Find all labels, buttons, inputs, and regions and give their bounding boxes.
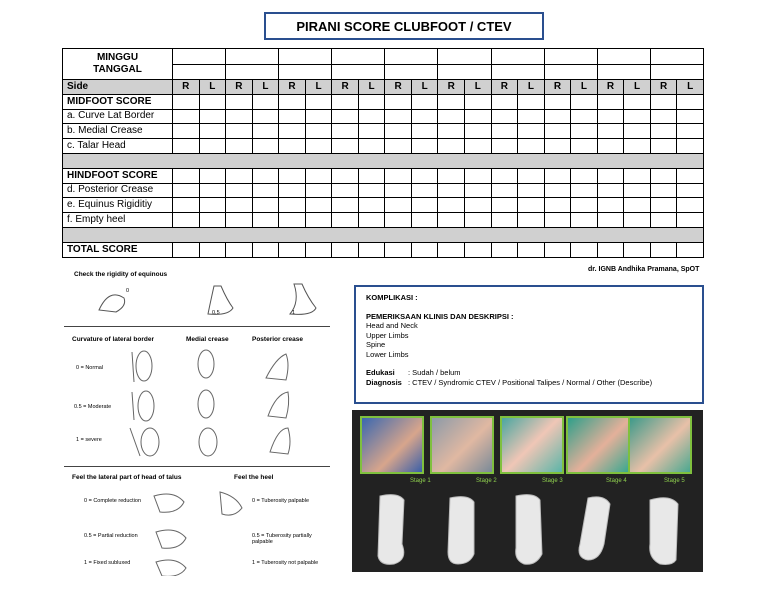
score-cell[interactable] bbox=[305, 183, 332, 198]
scale-moderate: 0.5 = Moderate bbox=[74, 404, 112, 410]
week-cell[interactable] bbox=[491, 49, 544, 65]
score-cell[interactable] bbox=[252, 168, 279, 183]
side-left: L bbox=[358, 80, 385, 95]
score-cell[interactable] bbox=[677, 213, 704, 228]
score-cell[interactable] bbox=[252, 213, 279, 228]
date-cell[interactable] bbox=[438, 64, 491, 80]
score-cell[interactable] bbox=[305, 242, 332, 257]
score-cell[interactable] bbox=[199, 198, 226, 213]
score-cell[interactable] bbox=[571, 183, 598, 198]
score-cell[interactable] bbox=[491, 94, 518, 109]
pemeriksaan-label: PEMERIKSAAN KLINIS DAN DESKRIPSI : bbox=[366, 311, 514, 321]
score-row bbox=[63, 183, 704, 198]
score-cell[interactable] bbox=[332, 124, 359, 139]
stage-4-label: Stage 4 bbox=[606, 478, 627, 484]
score-cell[interactable] bbox=[226, 94, 253, 109]
week-date-header: MINGGU TANGGAL bbox=[63, 49, 173, 80]
stage-3-photo bbox=[500, 416, 564, 474]
score-row bbox=[63, 124, 704, 139]
heel-title: Feel the heel bbox=[234, 474, 274, 481]
score-cell[interactable] bbox=[173, 213, 200, 228]
score-cell[interactable] bbox=[411, 183, 438, 198]
score-cell[interactable] bbox=[465, 109, 492, 124]
score-cell[interactable] bbox=[677, 242, 704, 257]
week-cell[interactable] bbox=[226, 49, 279, 65]
score-cell[interactable] bbox=[199, 94, 226, 109]
posterior-title: Posterior crease bbox=[252, 336, 303, 343]
score-cell[interactable] bbox=[279, 109, 306, 124]
score-cell[interactable] bbox=[358, 168, 385, 183]
score-cell[interactable] bbox=[597, 94, 624, 109]
score-cell[interactable] bbox=[305, 124, 332, 139]
scoring-guide-panel bbox=[64, 268, 330, 576]
item-upper-limbs: Upper Limbs bbox=[366, 330, 409, 340]
score-cell[interactable] bbox=[411, 242, 438, 257]
score-cell[interactable] bbox=[199, 242, 226, 257]
side-left: L bbox=[677, 80, 704, 95]
equinus-foot-0 bbox=[99, 295, 125, 312]
equinus-title: Check the rigidity of equinous bbox=[74, 271, 168, 278]
score-cell[interactable] bbox=[491, 242, 518, 257]
score-cell[interactable] bbox=[385, 213, 412, 228]
stage-2-photo bbox=[430, 416, 494, 474]
scale-normal: 0 = Normal bbox=[76, 365, 104, 371]
score-cell[interactable] bbox=[358, 139, 385, 154]
stage-2-label: Stage 2 bbox=[476, 478, 497, 484]
item-head-neck: Head and Neck bbox=[366, 321, 418, 330]
score-cell[interactable] bbox=[624, 213, 651, 228]
side-left: L bbox=[411, 80, 438, 95]
score-cell[interactable] bbox=[650, 124, 677, 139]
date-cell[interactable] bbox=[597, 64, 650, 80]
date-cell[interactable] bbox=[650, 64, 703, 80]
score-cell[interactable] bbox=[650, 109, 677, 124]
score-cell[interactable] bbox=[677, 198, 704, 213]
separator-row bbox=[63, 153, 704, 168]
score-cell[interactable] bbox=[385, 109, 412, 124]
score-cell[interactable] bbox=[411, 94, 438, 109]
week-cell[interactable] bbox=[279, 49, 332, 65]
score-cell[interactable] bbox=[624, 124, 651, 139]
score-cell[interactable] bbox=[252, 94, 279, 109]
score-cell[interactable] bbox=[438, 242, 465, 257]
score-cell[interactable] bbox=[173, 168, 200, 183]
medial-title: Medial crease bbox=[186, 336, 229, 343]
score-cell[interactable] bbox=[332, 94, 359, 109]
score-cell[interactable] bbox=[199, 139, 226, 154]
row-label: HINDFOOT SCORE bbox=[63, 168, 173, 183]
week-cell[interactable] bbox=[597, 49, 650, 65]
equinus-value-05: 0.5 bbox=[212, 310, 220, 316]
score-cell[interactable] bbox=[491, 168, 518, 183]
komplikasi-label: KOMPLIKASI : bbox=[366, 293, 418, 302]
score-cell[interactable] bbox=[411, 168, 438, 183]
score-cell[interactable] bbox=[571, 124, 598, 139]
score-cell[interactable] bbox=[544, 168, 571, 183]
score-cell[interactable] bbox=[438, 124, 465, 139]
date-cell[interactable] bbox=[279, 64, 332, 80]
score-cell[interactable] bbox=[465, 94, 492, 109]
side-left: L bbox=[571, 80, 598, 95]
plaster-casts bbox=[366, 492, 696, 568]
score-cell[interactable] bbox=[332, 168, 359, 183]
score-cell[interactable] bbox=[438, 139, 465, 154]
score-cell[interactable] bbox=[491, 198, 518, 213]
score-cell[interactable] bbox=[650, 168, 677, 183]
score-cell[interactable] bbox=[199, 213, 226, 228]
stage-3-label: Stage 3 bbox=[542, 478, 563, 484]
stage-5-photo bbox=[628, 416, 692, 474]
score-cell[interactable] bbox=[358, 94, 385, 109]
score-cell[interactable] bbox=[518, 242, 545, 257]
score-cell[interactable] bbox=[438, 198, 465, 213]
side-left: L bbox=[518, 80, 545, 95]
talus-scale-1: 1 = Fixed subluxed bbox=[84, 560, 131, 566]
score-cell[interactable] bbox=[544, 109, 571, 124]
score-cell[interactable] bbox=[465, 139, 492, 154]
score-cell[interactable] bbox=[279, 124, 306, 139]
score-cell[interactable] bbox=[332, 139, 359, 154]
score-cell[interactable] bbox=[252, 124, 279, 139]
score-cell[interactable] bbox=[624, 242, 651, 257]
heel-scale-0: 0 = Tuberosity palpable bbox=[252, 498, 310, 504]
score-cell[interactable] bbox=[518, 168, 545, 183]
diagnosis-value: : CTEV / Syndromic CTEV / Positional Talipes / Normal / Other (Describe) bbox=[408, 377, 653, 387]
score-cell[interactable] bbox=[597, 168, 624, 183]
heel-scale-05: 0.5 = Tuberosity partially palpable bbox=[252, 533, 312, 545]
score-cell[interactable] bbox=[199, 124, 226, 139]
score-cell[interactable] bbox=[411, 198, 438, 213]
score-row bbox=[63, 168, 704, 183]
score-cell[interactable] bbox=[544, 124, 571, 139]
separator-row bbox=[63, 227, 704, 242]
score-cell[interactable] bbox=[518, 213, 545, 228]
score-cell[interactable] bbox=[597, 124, 624, 139]
talus-title: Feel the lateral part of head of talus bbox=[72, 474, 182, 481]
score-cell[interactable] bbox=[411, 109, 438, 124]
score-cell[interactable] bbox=[544, 183, 571, 198]
score-cell[interactable] bbox=[332, 109, 359, 124]
edukasi-value: : Sudah / belum bbox=[408, 368, 461, 377]
score-cell[interactable] bbox=[491, 213, 518, 228]
score-cell[interactable] bbox=[597, 109, 624, 124]
score-row bbox=[63, 242, 704, 257]
side-right: R bbox=[226, 80, 253, 95]
score-cell[interactable] bbox=[385, 168, 412, 183]
scale-severe: 1 = severe bbox=[76, 437, 102, 443]
talus-scale-0: 0 = Complete reduction bbox=[84, 498, 142, 504]
score-cell[interactable] bbox=[305, 94, 332, 109]
score-cell[interactable] bbox=[385, 94, 412, 109]
curvature-title: Curvature of lateral border bbox=[72, 336, 154, 343]
score-cell[interactable] bbox=[571, 168, 598, 183]
row-label: TOTAL SCORE bbox=[63, 242, 173, 257]
side-right: R bbox=[544, 80, 571, 95]
score-row bbox=[63, 94, 704, 109]
score-cell[interactable] bbox=[624, 109, 651, 124]
score-cell[interactable] bbox=[279, 242, 306, 257]
stage-4-photo bbox=[566, 416, 630, 474]
date-cell[interactable] bbox=[491, 64, 544, 80]
score-cell[interactable] bbox=[226, 109, 253, 124]
pirani-score-table bbox=[62, 48, 704, 258]
score-cell[interactable] bbox=[358, 213, 385, 228]
clubfoot-stages-photo bbox=[352, 410, 703, 572]
score-cell[interactable] bbox=[279, 183, 306, 198]
komplikasi-box bbox=[354, 285, 704, 404]
score-cell[interactable] bbox=[252, 139, 279, 154]
row-label: a. Curve Lat Border bbox=[63, 109, 173, 124]
score-cell[interactable] bbox=[465, 168, 492, 183]
score-cell[interactable] bbox=[385, 139, 412, 154]
score-cell[interactable] bbox=[252, 198, 279, 213]
divider bbox=[64, 466, 330, 467]
item-lower-limbs: Lower Limbs bbox=[366, 349, 409, 359]
score-cell[interactable] bbox=[544, 139, 571, 154]
heel-scale-1: 1 = Tuberosity not palpable bbox=[252, 560, 319, 566]
separator-cell bbox=[63, 227, 704, 242]
stage-1-photo bbox=[360, 416, 424, 474]
separator-cell bbox=[63, 153, 704, 168]
score-cell[interactable] bbox=[518, 109, 545, 124]
side-right: R bbox=[385, 80, 412, 95]
row-label: d. Posterior Crease bbox=[63, 183, 173, 198]
score-cell[interactable] bbox=[358, 198, 385, 213]
diagnosis-label: Diagnosis bbox=[366, 377, 402, 387]
edukasi-label: Edukasi bbox=[366, 368, 395, 377]
score-cell[interactable] bbox=[571, 109, 598, 124]
score-cell[interactable] bbox=[279, 139, 306, 154]
score-cell[interactable] bbox=[252, 183, 279, 198]
score-cell[interactable] bbox=[624, 139, 651, 154]
score-cell[interactable] bbox=[491, 183, 518, 198]
score-cell[interactable] bbox=[385, 124, 412, 139]
side-left: L bbox=[624, 80, 651, 95]
side-right: R bbox=[332, 80, 359, 95]
row-label: c. Talar Head bbox=[63, 139, 173, 154]
score-cell[interactable] bbox=[385, 242, 412, 257]
side-right: R bbox=[438, 80, 465, 95]
score-cell[interactable] bbox=[358, 109, 385, 124]
score-cell[interactable] bbox=[226, 124, 253, 139]
score-cell[interactable] bbox=[677, 168, 704, 183]
side-right: R bbox=[597, 80, 624, 95]
score-cell[interactable] bbox=[438, 109, 465, 124]
score-cell[interactable] bbox=[305, 109, 332, 124]
score-cell[interactable] bbox=[624, 94, 651, 109]
item-spine: Spine bbox=[366, 340, 386, 349]
talus-scale-05: 0.5 = Partial reduction bbox=[84, 533, 138, 539]
score-row bbox=[63, 213, 704, 228]
foot-sketches bbox=[126, 348, 326, 458]
score-cell[interactable] bbox=[677, 139, 704, 154]
score-cell[interactable] bbox=[491, 109, 518, 124]
score-cell[interactable] bbox=[465, 213, 492, 228]
side-left: L bbox=[252, 80, 279, 95]
score-cell[interactable] bbox=[438, 168, 465, 183]
date-cell[interactable] bbox=[173, 64, 226, 80]
score-cell[interactable] bbox=[518, 198, 545, 213]
score-row bbox=[63, 198, 704, 213]
score-cell[interactable] bbox=[571, 213, 598, 228]
score-cell[interactable] bbox=[358, 183, 385, 198]
row-label: b. Medial Crease bbox=[63, 124, 173, 139]
score-cell[interactable] bbox=[518, 183, 545, 198]
score-cell[interactable] bbox=[358, 124, 385, 139]
score-cell[interactable] bbox=[650, 183, 677, 198]
score-cell[interactable] bbox=[411, 124, 438, 139]
score-cell[interactable] bbox=[226, 183, 253, 198]
score-cell[interactable] bbox=[544, 94, 571, 109]
score-cell[interactable] bbox=[544, 242, 571, 257]
score-cell[interactable] bbox=[571, 139, 598, 154]
author-name: dr. IGNB Andhika Pramana, SpOT bbox=[588, 266, 700, 273]
header-row bbox=[63, 49, 704, 65]
date-cell[interactable] bbox=[332, 64, 385, 80]
score-cell[interactable] bbox=[226, 213, 253, 228]
score-row bbox=[63, 109, 704, 124]
score-cell[interactable] bbox=[465, 198, 492, 213]
score-cell[interactable] bbox=[650, 213, 677, 228]
score-cell[interactable] bbox=[491, 139, 518, 154]
score-cell[interactable] bbox=[332, 183, 359, 198]
score-cell[interactable] bbox=[650, 242, 677, 257]
score-cell[interactable] bbox=[677, 94, 704, 109]
score-cell[interactable] bbox=[226, 198, 253, 213]
score-cell[interactable] bbox=[199, 109, 226, 124]
score-cell[interactable] bbox=[571, 198, 598, 213]
score-cell[interactable] bbox=[305, 139, 332, 154]
score-cell[interactable] bbox=[173, 124, 200, 139]
score-cell[interactable] bbox=[279, 198, 306, 213]
date-cell[interactable] bbox=[226, 64, 279, 80]
score-cell[interactable] bbox=[491, 124, 518, 139]
score-cell[interactable] bbox=[226, 242, 253, 257]
score-cell[interactable] bbox=[465, 242, 492, 257]
score-cell[interactable] bbox=[173, 94, 200, 109]
score-cell[interactable] bbox=[332, 198, 359, 213]
score-cell[interactable] bbox=[411, 139, 438, 154]
score-cell[interactable] bbox=[624, 198, 651, 213]
week-cell[interactable] bbox=[650, 49, 703, 65]
side-label: Side bbox=[63, 80, 173, 95]
score-cell[interactable] bbox=[199, 168, 226, 183]
score-cell[interactable] bbox=[173, 183, 200, 198]
score-cell[interactable] bbox=[677, 183, 704, 198]
week-cell[interactable] bbox=[544, 49, 597, 65]
score-cell[interactable] bbox=[305, 213, 332, 228]
side-right: R bbox=[650, 80, 677, 95]
page-title: PIRANI SCORE CLUBFOOT / CTEV bbox=[264, 12, 544, 40]
score-cell[interactable] bbox=[438, 213, 465, 228]
date-cell[interactable] bbox=[544, 64, 597, 80]
score-cell[interactable] bbox=[252, 242, 279, 257]
score-cell[interactable] bbox=[173, 198, 200, 213]
score-cell[interactable] bbox=[305, 168, 332, 183]
week-cell[interactable] bbox=[438, 49, 491, 65]
score-cell[interactable] bbox=[438, 183, 465, 198]
score-cell[interactable] bbox=[173, 109, 200, 124]
score-cell[interactable] bbox=[571, 94, 598, 109]
score-cell[interactable] bbox=[279, 168, 306, 183]
score-cell[interactable] bbox=[571, 242, 598, 257]
score-cell[interactable] bbox=[544, 213, 571, 228]
stage-5-label: Stage 5 bbox=[664, 478, 685, 484]
score-cell[interactable] bbox=[279, 213, 306, 228]
week-cell[interactable] bbox=[173, 49, 226, 65]
score-cell[interactable] bbox=[597, 183, 624, 198]
heel-hand-sketch bbox=[214, 486, 254, 526]
score-cell[interactable] bbox=[624, 168, 651, 183]
score-cell[interactable] bbox=[173, 139, 200, 154]
score-cell[interactable] bbox=[677, 109, 704, 124]
stage-1-label: Stage 1 bbox=[410, 478, 431, 484]
score-cell[interactable] bbox=[358, 242, 385, 257]
score-cell[interactable] bbox=[597, 242, 624, 257]
score-cell[interactable] bbox=[465, 124, 492, 139]
score-cell[interactable] bbox=[650, 139, 677, 154]
side-left: L bbox=[199, 80, 226, 95]
score-cell[interactable] bbox=[465, 183, 492, 198]
score-cell[interactable] bbox=[624, 183, 651, 198]
score-cell[interactable] bbox=[597, 139, 624, 154]
score-cell[interactable] bbox=[305, 198, 332, 213]
side-left: L bbox=[465, 80, 492, 95]
divider bbox=[64, 326, 330, 327]
row-label: f. Empty heel bbox=[63, 213, 173, 228]
score-cell[interactable] bbox=[518, 139, 545, 154]
score-cell[interactable] bbox=[411, 213, 438, 228]
score-cell[interactable] bbox=[518, 94, 545, 109]
side-right: R bbox=[173, 80, 200, 95]
row-label: MIDFOOT SCORE bbox=[63, 94, 173, 109]
score-cell[interactable] bbox=[252, 109, 279, 124]
week-cell[interactable] bbox=[332, 49, 385, 65]
equinus-value-1: 1 bbox=[292, 310, 296, 316]
week-cell[interactable] bbox=[385, 49, 438, 65]
side-right: R bbox=[279, 80, 306, 95]
equinus-value-0: 0 bbox=[126, 288, 130, 294]
score-cell[interactable] bbox=[279, 94, 306, 109]
score-cell[interactable] bbox=[332, 213, 359, 228]
row-label: e. Equinus Rigiditiy bbox=[63, 198, 173, 213]
side-right: R bbox=[491, 80, 518, 95]
score-cell[interactable] bbox=[650, 198, 677, 213]
score-row bbox=[63, 139, 704, 154]
score-cell[interactable] bbox=[677, 124, 704, 139]
score-cell[interactable] bbox=[173, 242, 200, 257]
side-left: L bbox=[305, 80, 332, 95]
side-row bbox=[63, 80, 704, 95]
score-cell[interactable] bbox=[650, 94, 677, 109]
score-cell[interactable] bbox=[332, 242, 359, 257]
score-cell[interactable] bbox=[226, 139, 253, 154]
date-cell[interactable] bbox=[385, 64, 438, 80]
score-cell[interactable] bbox=[597, 213, 624, 228]
score-cell[interactable] bbox=[385, 183, 412, 198]
score-cell[interactable] bbox=[199, 183, 226, 198]
score-cell[interactable] bbox=[544, 198, 571, 213]
score-cell[interactable] bbox=[438, 94, 465, 109]
score-cell[interactable] bbox=[597, 198, 624, 213]
score-cell[interactable] bbox=[518, 124, 545, 139]
score-cell[interactable] bbox=[226, 168, 253, 183]
score-cell[interactable] bbox=[385, 198, 412, 213]
